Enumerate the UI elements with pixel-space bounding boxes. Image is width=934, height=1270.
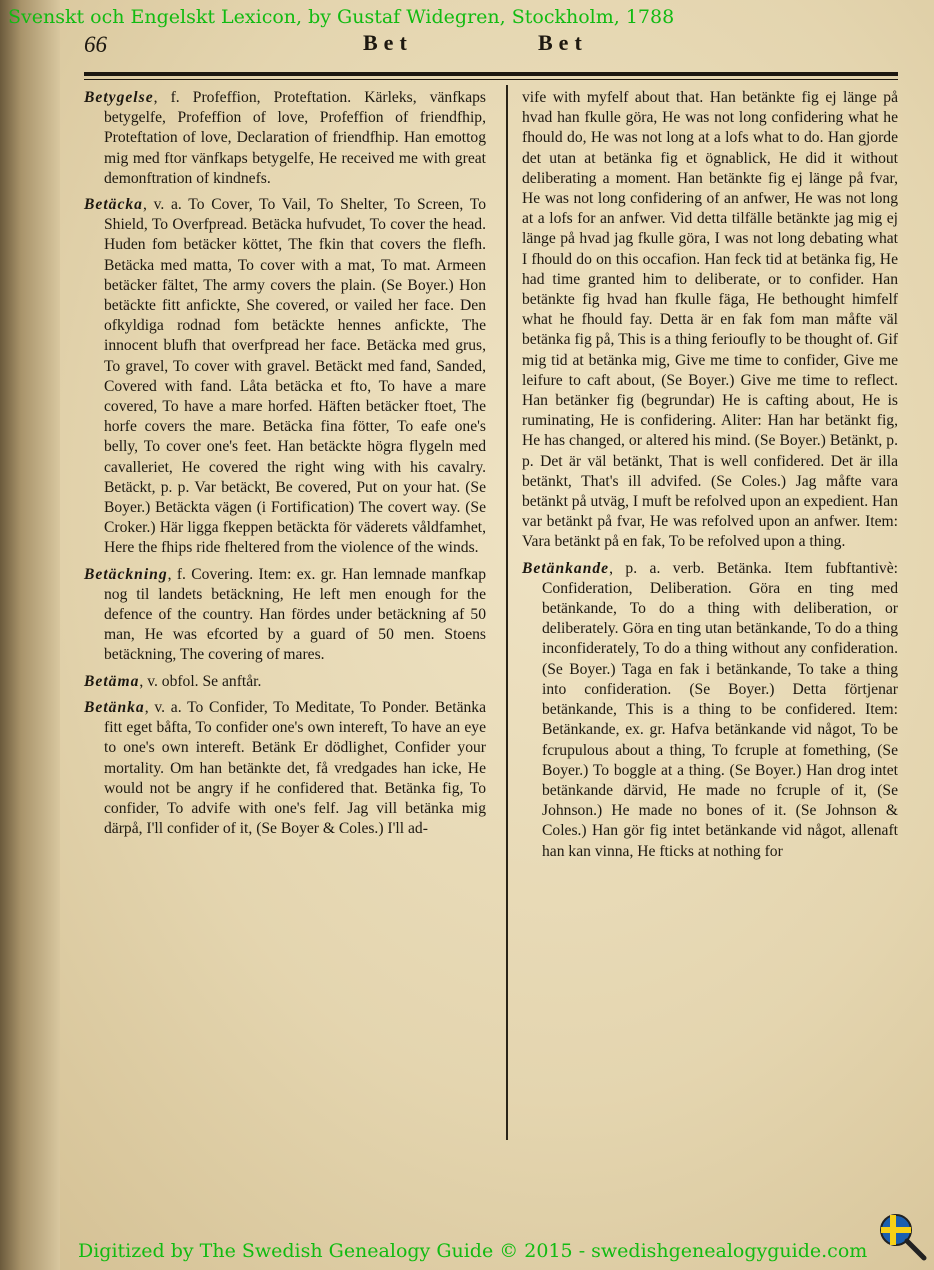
- entry-headword: Betygelse: [84, 89, 154, 106]
- entry-text: vife with myfelf about that. Han betänkte fig ej länge på hvad han fkulle göra, He was not long confidering what he fhould do, He was not long at a lofs what to do. Han gjorde det utan at betänka fig et ögnablick, He did it without deliberating a moment. Han betänkte fig ej länge på fvar, He was not long confidering of an anfwer, He was not long at a lofs for an anfwer. Vid detta tilfälle betänkte jag mig ej länge på hvad jag fkulle göra, I was not long debating what I fhould do on this occafion. Han feck tid at betänka fig, He had time granted him to deliberate, or to confider. Han betänkte fig hvad han fkulle fäga, He bethought himfelf what he fhould fay. Detta är en fak fom man måfte väl betänka fig på, This is a thing ferioufly to be thought of. Gif mig tid at betänka mig, Give me time to confider, Give me leifure to caft about, (Se Boyer.) Give me time to reflect. Han betänker fig (begrundar) He is cafting about, He is ruminating, He is confidering. Aliter: Han har betänkt fig, He has changed, or altered his mind. (Se Boyer.) Betänkt, p. p. Det är väl betänkt, That is well confidered. Det är illa betänkt, That's ill advifed. (Se Coles.) Jag måfte vara betänkt på utväg, I muft be refolved upon an expedient. Han var betänkt på fvar, He was refolved upon an anfwer. Item: Vara betänkt på en fak, To be refolved upon a thing.: [522, 89, 898, 551]
- entry: [84, 698, 486, 839]
- entry-headword: Betänka: [84, 698, 145, 716]
- entry-headword: Betäcka: [84, 196, 143, 214]
- entry: [522, 559, 898, 862]
- sweden-magnifier-icon: [878, 1212, 928, 1262]
- entry: [84, 88, 486, 189]
- book-gutter: [0, 0, 60, 1270]
- left-column: [84, 88, 486, 845]
- right-column: [522, 88, 898, 868]
- entry-text: , v. a. To Confider, To Meditate, To Ponder. Betänka fitt eget båfta, To confider one's own intereft, To have an eye to one's own intereft. Betänk Er dödlighet, Confider your mortality. Om han betänkte det, få vredgades han icke, He would not be angry if he confidered that. Betänka fig, To confider, To advife with one's felf. Jag vill betänka mig därpå, I'll confider of it, (Se Boyer & Coles.) I'll ad-: [104, 698, 486, 838]
- running-head-left: Bet: [363, 30, 413, 55]
- header-rule-thick: [84, 72, 898, 76]
- header-rule-thin: [84, 79, 898, 80]
- source-banner: Svenskt och Engelskt Lexicon, by Gustaf Widegren, Stockholm, 1788: [8, 6, 675, 28]
- entry-headword: Betäma: [84, 672, 140, 690]
- entry: [84, 195, 486, 559]
- entry-text: , f. Profeffion, Proteftation. Kärleks, vänfkaps betygelfe, Profeffion of love, Profeffion of friendfhip, Proteftation of love, Declaration of friendfhip. Han emottog mig med ftor vänfkaps betygelfe, He received me with great demonftration of kindnefs.: [104, 89, 486, 187]
- entry-text: , v. obfol. Se anftår.: [139, 672, 262, 690]
- entry-text: , p. a. verb. Betänka. Item fubftantivè: Confideration, Deliberation. Göra en ting med betänkande, To do a thing with deliberation, or deliberately. Göra en ting utan betänkande, To do a thing inconfiderately, To do a thing without any confideration. (Se Boyer.) Taga en fak i betänkande, To take a thing into confideration. (Se Boyer.) Detta förtjenar betänkande, This is a thing to be confidered. Item: Betänkande, ex. gr. Hafva betänkande vid något, To be fcrupulous about a thing, To fcruple at fomething, (Se Boyer.) To boggle at a thing. (Se Boyer.) Han drog intet betänkande därvid, He made no fcruple of it, (Se Johnson.) He made no bones of it. (Se Johnson & Coles.) Han gör fig intet betänkande vid något, allenaft han kan vinna, He fticks at nothing for: [542, 559, 898, 860]
- running-head-right: Bet: [538, 30, 588, 55]
- entry-continuation: [522, 88, 898, 553]
- entry: [84, 565, 486, 666]
- entry: [84, 672, 486, 692]
- entry-headword: Betäckning: [84, 565, 168, 583]
- entry-text: , f. Covering. Item: ex. gr. Han lemnade manfkap nog til landets betäckning, He left men enough for the defence of the country. Han fördes under betäckning af 50 man, He was efcorted by a guard of 50 men. Stoens betäckning, The covering of mares.: [104, 565, 486, 664]
- entry-text: , v. a. To Cover, To Vail, To Shelter, To Screen, To Shield, To Overfpread. Betäcka hufvudet, To cover the head. Huden fom betäcker köttet, The fkin that covers the flefh. Betäcka med matta, To cover with a mat, To mat. Armeen betäcker fältet, The army covers the plain. (Se Boyer.) Hon betäckte fitt anfickte, She covered, or vailed her face. Den ofkyldiga rodnad fom betäckte hennes anfickte, The innocent blufh that overfpread her face. Betäcka med grus, To gravel, To cover with gravel. Betäckt med fand, Sanded, Covered with fand. Låta betäcka et fto, To have a mare covered, To have a mare horfed. Häften betäcker ftoet, The horfe covers the mare. Betäcka fina fötter, To eafe one's belly, To cover one's feet. Han betäckte högra flygeln med cavalleriet, He covered the right wing with his cavalry. Betäckt, p. p. Var betäckt, Be covered, Put on your hat. (Se Boyer.) Betäckta vägen (i Fortification) The covert way. (Se Croker.) Här ligga fkeppen betäckta för väderets våldfamhet, Here the fhips ride fheltered from the violence of the winds.: [104, 196, 486, 557]
- digitizer-footer: Digitized by The Swedish Genealogy Guide © 2015 - swedishgenealogyguide.com: [78, 1240, 868, 1262]
- entry-headword: Betänkande: [522, 559, 610, 577]
- column-divider: [506, 85, 508, 1140]
- page-number: 66: [84, 32, 107, 57]
